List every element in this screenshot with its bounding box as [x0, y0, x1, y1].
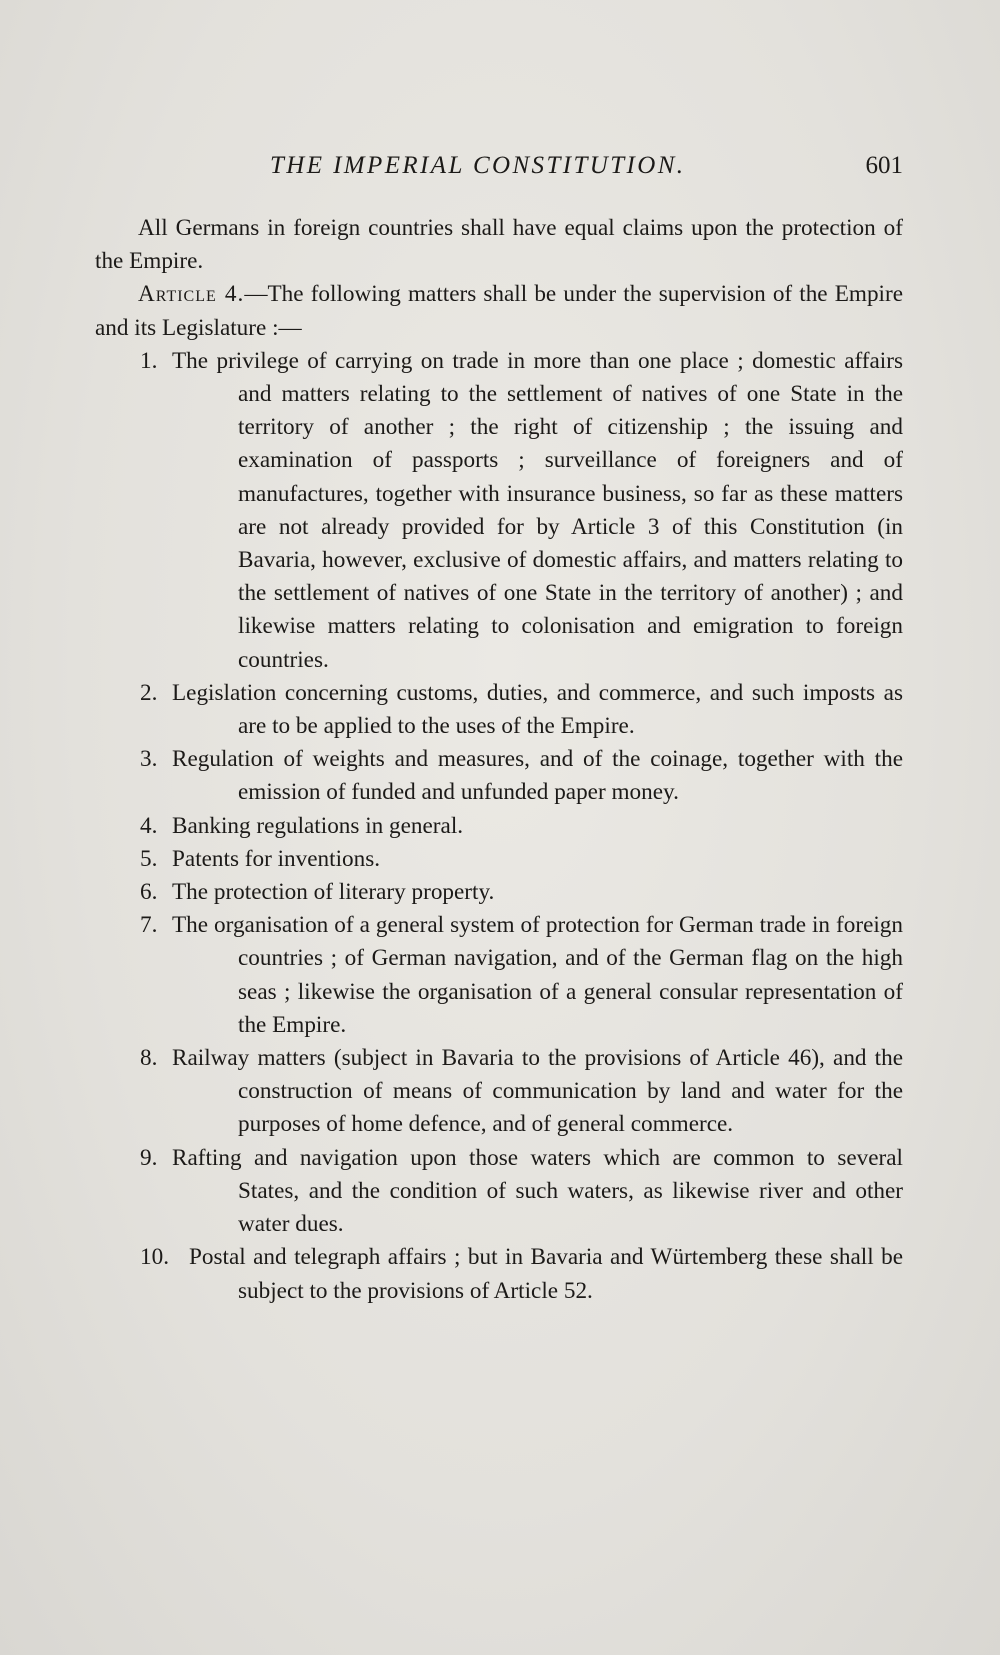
matters-list [95, 345, 903, 1308]
item-number: 5. [140, 845, 158, 872]
item-text: The protection of literary property. [172, 879, 495, 906]
list-item [95, 909, 903, 1042]
list-item [95, 1241, 903, 1307]
page-header [95, 152, 903, 192]
item-number: 10. [140, 1244, 169, 1271]
item-text: Legislation concerning customs, duties, and commerce, and such imposts as are to be applied to the uses of the Empire. [172, 679, 903, 740]
page-number: 601 [865, 152, 903, 179]
item-number: 2. [140, 679, 158, 706]
item-number: 4. [140, 812, 158, 839]
item-number: 6. [140, 879, 158, 906]
article-text: —The following matters shall be under the supervision of the Empire and its Legislature :— [95, 281, 903, 341]
item-text: Rafting and navigation upon those waters which are common to several States, and the condition of such waters, as likewise river and other water dues. [172, 1144, 903, 1238]
item-text: Postal and telegraph affairs ; but in Bavaria and Würtemberg these shall be subject to the provisions of Article 52. [189, 1244, 903, 1304]
item-text: The organisation of a general system of protection for German trade in foreign countries ; of German navigation, and of the German flag on the high seas ; likewise the organisation of a general consular representation of the Empire. [172, 912, 903, 1038]
item-number: 8. [140, 1045, 158, 1072]
item-number: 1. [140, 347, 158, 374]
running-title: THE IMPERIAL CONSTITUTION. [270, 152, 686, 179]
list-item [95, 1142, 903, 1242]
item-number: 9. [140, 1144, 158, 1171]
body-text [95, 212, 903, 1308]
item-text: Patents for inventions. [172, 845, 381, 872]
article-label: Article 4. [138, 281, 245, 308]
item-text: Banking regulations in general. [172, 812, 464, 839]
list-item [95, 1042, 903, 1142]
article-paragraph [95, 278, 903, 344]
list-item [95, 876, 903, 909]
item-number: 3. [140, 746, 158, 773]
list-item [95, 810, 903, 843]
item-number: 7. [140, 912, 158, 939]
item-text: The privilege of carrying on trade in more than one place ; domestic affairs and matters relating to the settlement of natives of one State in the territory of another ; the right of citizenship ; the issuing and examination of passports ; surveillance of foreigners and of manufactures, together with insurance business, so far as these matters are not already provided for by Article 3 of this Constitution (in Bavaria, however, exclusive of domestic affairs, and matters relating to the settlement of natives of one State in the territory of another) ; and likewise matters relating to colonisation and emigration to foreign countries. [172, 347, 903, 673]
list-item [95, 743, 903, 809]
item-text: Regulation of weights and measures, and of the coinage, together with the emission of funded and unfunded paper money. [172, 746, 903, 806]
item-text: Railway matters (subject in Bavaria to the provisions of Article 46), and the construction of means of communication by land and water for the purposes of home defence, and of general commerce. [172, 1045, 903, 1138]
intro-paragraph: All Germans in foreign countries shall have equal claims upon the protection of the Empire. [95, 215, 903, 275]
list-item [95, 843, 903, 876]
list-item [95, 677, 903, 743]
list-item [95, 345, 903, 677]
